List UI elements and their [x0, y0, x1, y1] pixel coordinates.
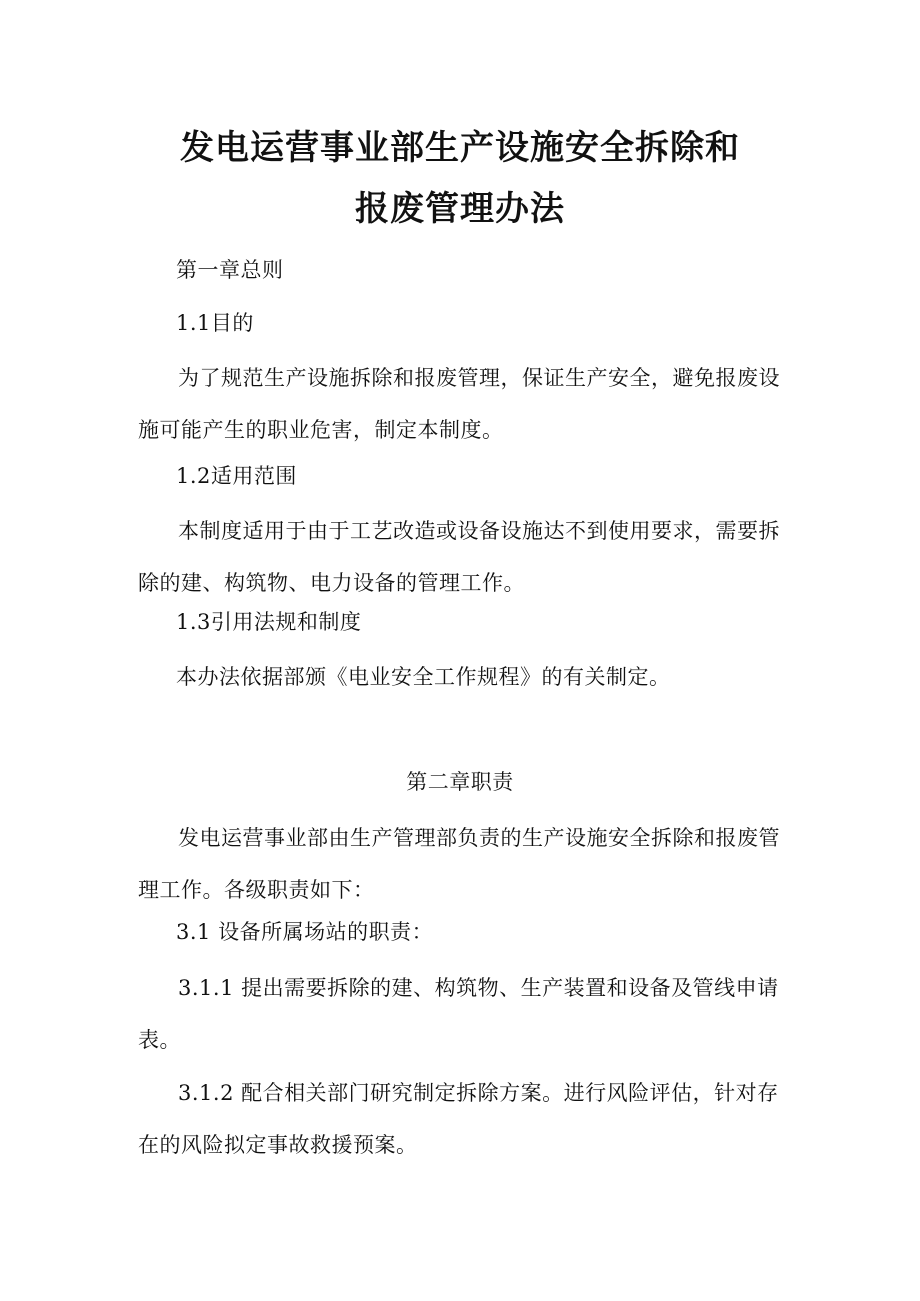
purpose-paragraph: 为了规范生产设施拆除和报废管理，保证生产安全，避免报废设施可能产生的职业危害，制定本制度。 [138, 366, 780, 442]
section-1-2-heading: 1.2适用范围 [176, 464, 297, 488]
document-title-line-1: 发电运营事业部生产设施安全拆除和 [180, 128, 740, 168]
duties-paragraph: 发电运营事业部由生产管理部负责的生产设施安全拆除和报废管理工作。各级职责如下： [138, 826, 780, 902]
section-1-3-heading: 1.3引用法规和制度 [176, 610, 362, 634]
document-title-line-2: 报废管理办法 [355, 189, 565, 229]
chapter-2-heading: 第二章职责 [406, 770, 514, 794]
section-3-1-heading: 3.1 设备所属场站的职责： [176, 920, 434, 944]
chapter-1-heading: 第一章总则 [176, 258, 284, 282]
item-3-1-1-paragraph: 3.1.1 提出需要拆除的建、构筑物、生产装置和设备及管线申请表。 [138, 976, 779, 1052]
references-paragraph: 本办法依据部颁《电业安全工作规程》的有关制定。 [176, 665, 671, 689]
section-1-1-heading: 1.1目的 [176, 311, 254, 335]
item-3-1-2-paragraph: 3.1.2 配合相关部门研究制定拆除方案。进行风险评估，针对存在的风险拟定事故救援预案。 [138, 1081, 779, 1157]
scope-paragraph: 本制度适用于由于工艺改造或设备设施达不到使用要求，需要拆除的建、构筑物、电力设备的管理工作。 [138, 519, 780, 595]
